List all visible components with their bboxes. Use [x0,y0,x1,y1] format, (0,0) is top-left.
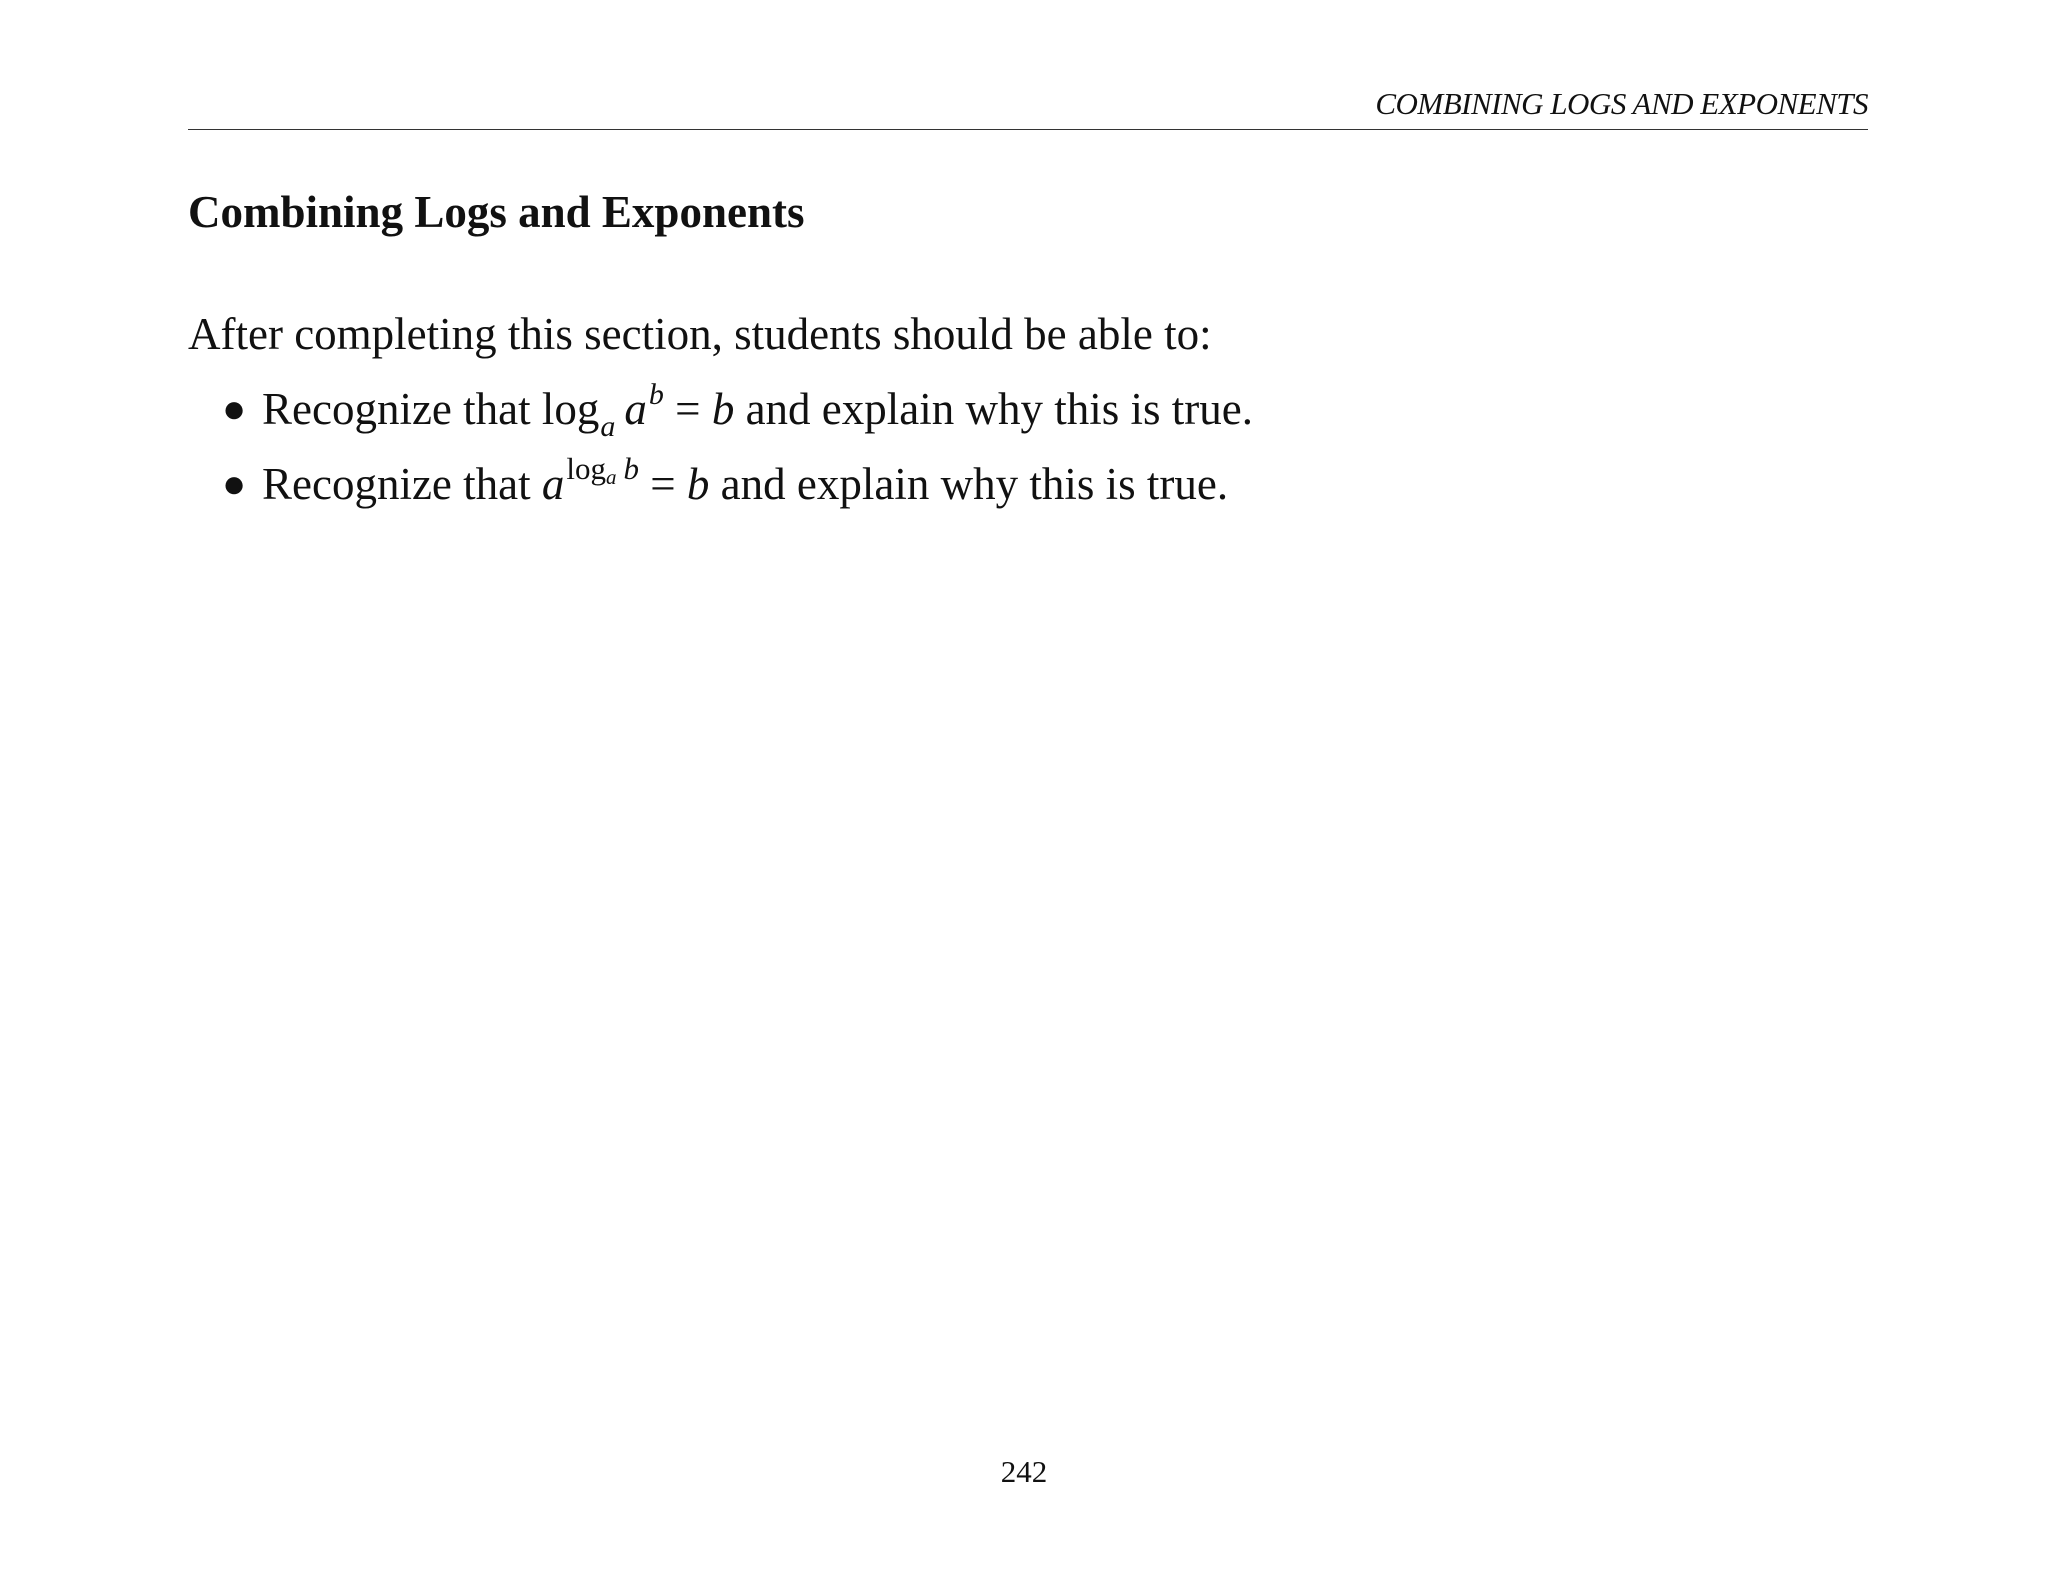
running-header [188,84,1868,130]
math-variable-a: a [541,459,565,509]
learning-objectives-list [188,379,1253,529]
math-log-argument: b [623,451,640,486]
math-log: log [541,384,600,434]
math-log-base: a [600,410,616,443]
objective-lead: Recognize that [262,384,542,434]
objective-log-of-power [188,379,1253,454]
objective-tail: and explain why this is true. [709,459,1229,509]
math-log: log [566,451,607,486]
math-log-exponent [566,451,640,489]
math-log-base: a [606,465,617,489]
learning-objectives-intro: After completing this section, students should be able to: [188,309,1212,359]
objective-power-of-log [188,451,1253,529]
bullet-icon: ● [222,386,247,431]
objective-lead: Recognize that [262,459,542,509]
running-header-title: COMBINING LOGS AND EXPONENTS [1375,86,1868,121]
page-number: 242 [1000,1454,1048,1489]
math-result-b: b [686,459,710,509]
bullet-icon: ● [222,461,247,506]
math-equals: = [663,384,712,434]
section-title: Combining Logs and Exponents [188,187,805,237]
objective-tail: and explain why this is true. [734,384,1253,434]
math-result-b: b [711,384,735,434]
math-variable-a: a [624,384,647,434]
math-equals: = [639,459,687,509]
math-exponent-b: b [648,378,664,411]
